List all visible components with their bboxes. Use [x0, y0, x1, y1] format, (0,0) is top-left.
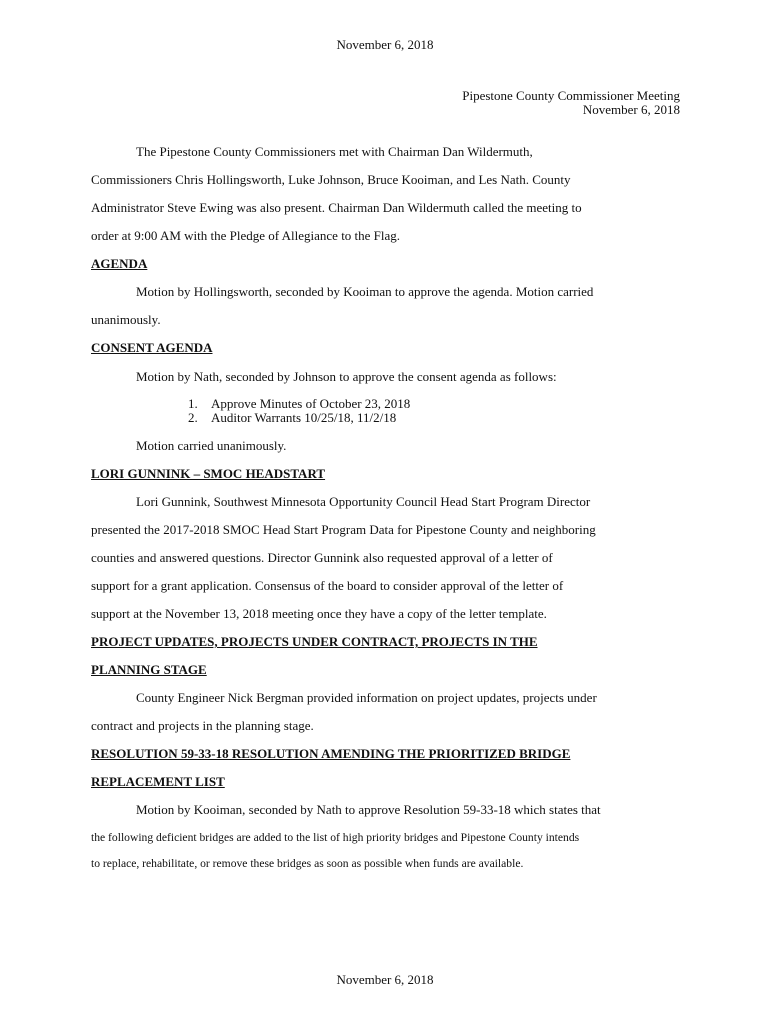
section-heading-consent-agenda: CONSENT AGENDA	[91, 340, 213, 355]
page-footer-date: November 6, 2018	[336, 972, 434, 987]
gunnink-line: support for a grant application. Consensus of the board to consider approval of the letter of	[91, 578, 564, 593]
meeting-date: November 6, 2018	[582, 102, 680, 117]
resolution-line: Motion by Kooiman, seconded by Nath to approve Resolution 59-33-18 which states that	[136, 802, 601, 817]
meeting-title: Pipestone County Commissioner Meeting	[462, 88, 680, 103]
gunnink-line: presented the 2017-2018 SMOC Head Start Program Data for Pipestone County and neighboring	[91, 522, 596, 537]
section-heading-projects: PROJECT UPDATES, PROJECTS UNDER CONTRACT, PROJECTS IN THE	[91, 634, 538, 649]
section-heading-agenda: AGENDA	[91, 256, 148, 271]
projects-line: contract and projects in the planning stage.	[91, 718, 314, 733]
list-item-number: 2.	[188, 410, 198, 425]
intro-line: Commissioners Chris Hollingsworth, Luke Johnson, Bruce Kooiman, and Les Nath. County	[91, 172, 571, 187]
section-heading-gunnink: LORI GUNNINK – SMOC HEADSTART	[91, 466, 326, 481]
list-item: Approve Minutes of October 23, 2018	[211, 396, 411, 411]
consent-intro: Motion by Nath, seconded by Johnson to approve the consent agenda as follows:	[136, 369, 557, 384]
resolution-line: the following deficient bridges are added to the list of high priority bridges and Pipestone County intends	[91, 831, 580, 844]
gunnink-line: support at the November 13, 2018 meeting once they have a copy of the letter template.	[91, 606, 547, 621]
intro-line: Administrator Steve Ewing was also present. Chairman Dan Wildermuth called the meeting to	[91, 200, 582, 215]
page-header-date: November 6, 2018	[336, 37, 434, 52]
list-item: Auditor Warrants 10/25/18, 11/2/18	[211, 410, 397, 425]
intro-line: order at 9:00 AM with the Pledge of Allegiance to the Flag.	[91, 228, 401, 243]
section-heading-resolution: RESOLUTION 59-33-18 RESOLUTION AMENDING THE PRIORITIZED BRIDGE	[91, 746, 571, 761]
projects-line: County Engineer Nick Bergman provided information on project updates, projects under	[136, 690, 597, 705]
consent-result: Motion carried unanimously.	[136, 438, 287, 453]
gunnink-line: counties and answered questions. Director Gunnink also requested approval of a letter of	[91, 550, 553, 565]
list-item-number: 1.	[188, 396, 198, 411]
gunnink-line: Lori Gunnink, Southwest Minnesota Opportunity Council Head Start Program Director	[136, 494, 591, 509]
agenda-line: Motion by Hollingsworth, seconded by Kooiman to approve the agenda. Motion carried	[136, 284, 594, 299]
intro-line: The Pipestone County Commissioners met with Chairman Dan Wildermuth,	[136, 144, 533, 159]
resolution-line: to replace, rehabilitate, or remove these bridges as soon as possible when funds are available.	[91, 857, 524, 870]
section-heading-projects: PLANNING STAGE	[91, 662, 207, 677]
section-heading-resolution: REPLACEMENT LIST	[91, 774, 225, 789]
agenda-line: unanimously.	[91, 312, 161, 327]
